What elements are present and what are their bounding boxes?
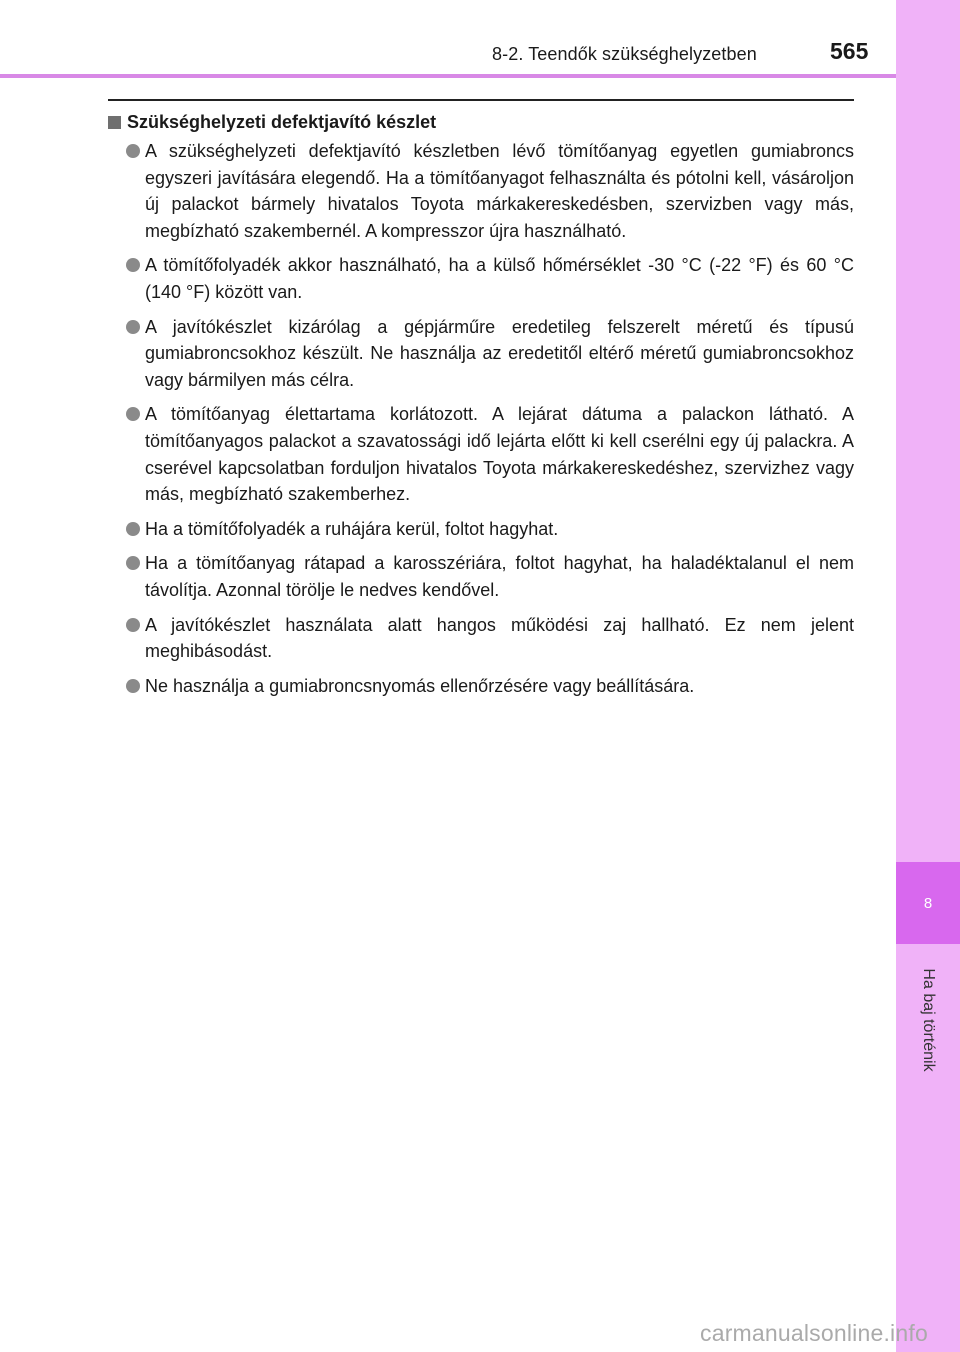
bullet-text: Ha a tömítőanyag rátapad a karosszériára, foltot hagyhat, ha haladéktalanul el nem távolítja. Azonnal törölje le nedves kendővel.	[145, 553, 854, 600]
section-divider	[108, 99, 854, 101]
dot-icon	[126, 618, 140, 632]
watermark: carmanualsonline.info	[700, 1320, 928, 1346]
header-rule	[0, 74, 896, 78]
bullet-text: A javítókészlet használata alatt hangos működési zaj hallható. Ez nem jelent meghibásodást.	[145, 614, 854, 662]
dot-icon	[126, 320, 140, 334]
bullet-item	[126, 612, 854, 665]
bullet-item	[126, 516, 854, 543]
dot-icon	[126, 407, 140, 421]
chapter-number-box	[896, 862, 960, 944]
chapter-title: Ha baj történik	[920, 968, 937, 1072]
dot-icon	[126, 679, 140, 693]
bullet-item	[126, 314, 854, 394]
bullet-item	[126, 138, 854, 244]
section-heading	[108, 110, 854, 134]
dot-icon	[126, 258, 140, 272]
bullet-text: A javítókészlet kizárólag a gépjárműre eredetileg felszerelt méretű és típusú gumiabroncsokhoz készült. Ne használja az eredetitől eltérő méretű gumiabroncsokhoz vagy bármilyen más célra.	[145, 316, 854, 390]
chapter-number: 8	[923, 894, 933, 912]
bullet-item	[126, 401, 854, 507]
bullet-text: Ne használja a gumiabroncsnyomás ellenőrzésére vagy beállítására.	[145, 675, 695, 696]
page-number: 565	[830, 38, 869, 64]
running-header: 8-2. Teendők szükséghelyzetben	[492, 44, 757, 64]
dot-icon	[126, 144, 140, 158]
bullet-item	[126, 550, 854, 603]
dot-icon	[126, 556, 140, 570]
bullet-item	[126, 673, 854, 700]
bullet-item	[126, 252, 854, 305]
bullet-list	[126, 138, 854, 707]
bullet-text: A tömítőfolyadék akkor használható, ha a külső hőmérséklet -30 °C (-22 °F) és 60 °C (140 °F) között van.	[145, 255, 854, 302]
square-icon	[108, 116, 121, 129]
bullet-text: A tömítőanyag élettartama korlátozott. A lejárat dátuma a palackon látható. A tömítőanyagos palackot a szavatossági idő lejárta előtt ki kell cserélni egy új palackra. A cserével kapcsolatban forduljon hivatalos Toyota márkakereskedéshez, szervizhez vagy más, megbízható szakemberhez.	[145, 404, 854, 505]
bullet-text: Ha a tömítőfolyadék a ruhájára kerül, foltot hagyhat.	[145, 518, 559, 539]
section-heading-text: Szükséghelyzeti defektjavító készlet	[127, 112, 437, 132]
dot-icon	[126, 522, 140, 536]
chapter-side-tab	[896, 0, 960, 1352]
bullet-text: A szükséghelyzeti defektjavító készletben lévő tömítőanyag egyetlen gumiabroncs egyszeri javítására elegendő. Ha a tömítőanyagot felhasználta és pótolni kell, vásároljon új palackot bármely hivatalos Toyota márkakereskedésben, szervizben vagy más, megbízható szakembernél. A kompresszor újra használható.	[145, 141, 854, 241]
